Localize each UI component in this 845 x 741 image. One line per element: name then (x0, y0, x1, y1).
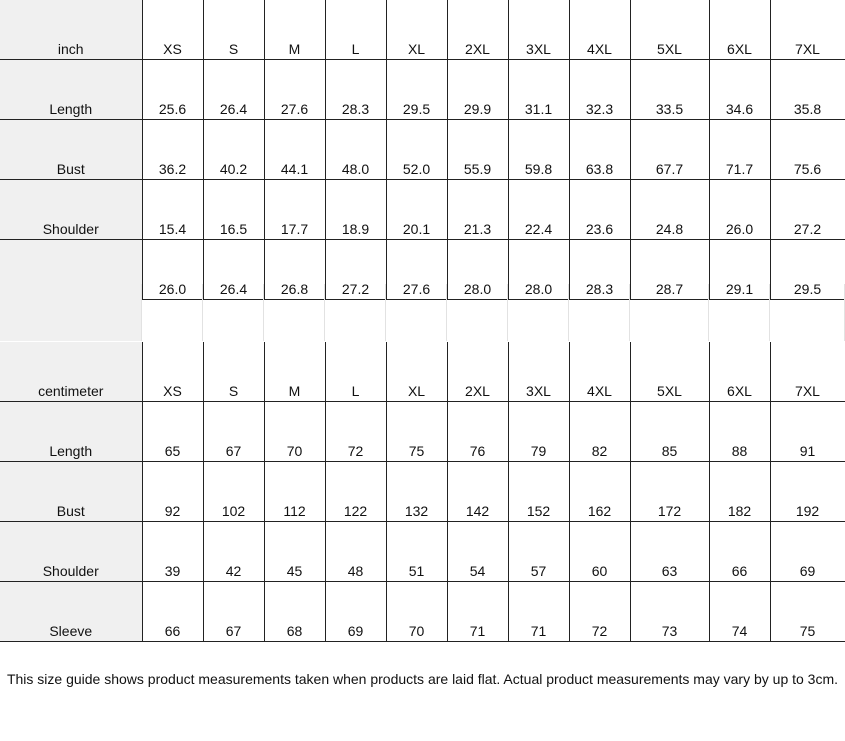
measurement-value: 24.8 (630, 180, 709, 240)
measurement-value: 76 (447, 402, 508, 462)
measurement-value: 79 (508, 402, 569, 462)
measurement-value: 26.4 (203, 60, 264, 120)
measurement-value: 65 (142, 402, 203, 462)
size-header: 6XL (709, 342, 770, 402)
measurement-value: 71 (508, 582, 569, 642)
measurement-value: 57 (508, 522, 569, 582)
size-header: XL (386, 342, 447, 402)
measurement-value: 67.7 (630, 120, 709, 180)
measurement-value: 162 (569, 462, 630, 522)
size-header: XS (142, 342, 203, 402)
measurement-value: 51 (386, 522, 447, 582)
table-row (0, 120, 845, 180)
unit-label: inch (0, 0, 142, 60)
measurement-value: 23.6 (569, 180, 630, 240)
size-header: 3XL (508, 0, 569, 60)
measurement-value: 42 (203, 522, 264, 582)
measurement-value: 29.5 (770, 240, 845, 300)
measurement-value: 28.0 (447, 240, 508, 300)
measurement-value: 36.2 (142, 120, 203, 180)
size-header: 4XL (569, 342, 630, 402)
table-header-row (0, 342, 845, 402)
table-header-row (0, 0, 845, 60)
measurement-value: 45 (264, 522, 325, 582)
measurement-value: 122 (325, 462, 386, 522)
measurement-value: 27.2 (770, 180, 845, 240)
measurement-value: 59.8 (508, 120, 569, 180)
size-header: 6XL (709, 0, 770, 60)
table-row (0, 402, 845, 462)
measurement-value: 48 (325, 522, 386, 582)
measurement-value: 70 (264, 402, 325, 462)
measurement-value: 152 (508, 462, 569, 522)
measurement-value: 172 (630, 462, 709, 522)
measurement-value: 29.9 (447, 60, 508, 120)
measurement-value: 72 (325, 402, 386, 462)
table-row (0, 60, 845, 120)
measurement-value: 69 (770, 522, 845, 582)
measurement-value: 70 (386, 582, 447, 642)
size-header: 4XL (569, 0, 630, 60)
measurement-value: 112 (264, 462, 325, 522)
measurement-value: 52.0 (386, 120, 447, 180)
measurement-value: 28.3 (325, 60, 386, 120)
measurement-value: 71 (447, 582, 508, 642)
measurement-value: 85 (630, 402, 709, 462)
size-header: S (203, 342, 264, 402)
measurement-value: 66 (709, 522, 770, 582)
measurement-value: 67 (203, 402, 264, 462)
size-header: XS (142, 0, 203, 60)
measurement-value: 18.9 (325, 180, 386, 240)
measurement-value: 27.6 (264, 60, 325, 120)
measurement-value: 33.5 (630, 60, 709, 120)
size-header: S (203, 0, 264, 60)
measurement-value: 31.1 (508, 60, 569, 120)
measurement-value: 55.9 (447, 120, 508, 180)
measurement-value: 54 (447, 522, 508, 582)
measurement-value: 17.7 (264, 180, 325, 240)
measurement-value: 102 (203, 462, 264, 522)
size-header: XL (386, 0, 447, 60)
measurement-value: 75.6 (770, 120, 845, 180)
measurement-value: 48.0 (325, 120, 386, 180)
measurement-value: 44.1 (264, 120, 325, 180)
measurement-value: 142 (447, 462, 508, 522)
measurement-value: 27.2 (325, 240, 386, 300)
measurement-value: 73 (630, 582, 709, 642)
size-header: L (325, 0, 386, 60)
size-header: 7XL (770, 0, 845, 60)
size-header: M (264, 342, 325, 402)
measurement-value: 132 (386, 462, 447, 522)
size-header: 5XL (630, 342, 709, 402)
measurement-value: 40.2 (203, 120, 264, 180)
measurement-label: Sleeve (0, 582, 142, 642)
measurement-value: 20.1 (386, 180, 447, 240)
measurement-value: 72 (569, 582, 630, 642)
measurement-value: 28.0 (508, 240, 569, 300)
measurement-value: 32.3 (569, 60, 630, 120)
measurement-label: Shoulder (0, 180, 142, 240)
table-row (0, 462, 845, 522)
measurement-value: 15.4 (142, 180, 203, 240)
measurement-value: 26.8 (264, 240, 325, 300)
size-header: 2XL (447, 342, 508, 402)
measurement-value: 82 (569, 402, 630, 462)
size-header: 7XL (770, 342, 845, 402)
measurement-value: 88 (709, 402, 770, 462)
measurement-value: 25.6 (142, 60, 203, 120)
measurement-value: 26.4 (203, 240, 264, 300)
size-header: 3XL (508, 342, 569, 402)
measurement-value: 75 (386, 402, 447, 462)
measurement-value: 75 (770, 582, 845, 642)
measurement-value: 26.0 (142, 240, 203, 300)
size-header: 5XL (630, 0, 709, 60)
measurement-value: 68 (264, 582, 325, 642)
measurement-label: Bust (0, 120, 142, 180)
measurement-value: 28.3 (569, 240, 630, 300)
measurement-value: 182 (709, 462, 770, 522)
measurement-value: 63 (630, 522, 709, 582)
size-header: 2XL (447, 0, 508, 60)
measurement-value: 29.1 (709, 240, 770, 300)
measurement-value: 192 (770, 462, 845, 522)
table-row (0, 522, 845, 582)
size-guide-note: This size guide shows product measurements taken when products are laid flat. Actual product measurements may vary by up to 3cm. (6, 671, 839, 687)
measurement-value: 28.7 (630, 240, 709, 300)
measurement-value: 21.3 (447, 180, 508, 240)
measurement-value: 35.8 (770, 60, 845, 120)
unit-label: centimeter (0, 342, 142, 402)
size-header: M (264, 0, 325, 60)
measurement-value: 66 (142, 582, 203, 642)
measurement-label: Length (0, 402, 142, 462)
measurement-label: Bust (0, 462, 142, 522)
measurement-value: 26.0 (709, 180, 770, 240)
table-row (0, 582, 845, 642)
measurement-value: 39 (142, 522, 203, 582)
measurement-value: 91 (770, 402, 845, 462)
measurement-value: 71.7 (709, 120, 770, 180)
measurement-label: Shoulder (0, 522, 142, 582)
measurement-value: 60 (569, 522, 630, 582)
measurement-label: Length (0, 60, 142, 120)
inch-size-table (0, 0, 845, 300)
measurement-value: 67 (203, 582, 264, 642)
table-row (0, 180, 845, 240)
measurement-value: 63.8 (569, 120, 630, 180)
measurement-value: 34.6 (709, 60, 770, 120)
centimeter-size-table (0, 342, 845, 642)
size-header: L (325, 342, 386, 402)
measurement-value: 92 (142, 462, 203, 522)
measurement-value: 22.4 (508, 180, 569, 240)
measurement-value: 16.5 (203, 180, 264, 240)
measurement-value: 69 (325, 582, 386, 642)
measurement-value: 29.5 (386, 60, 447, 120)
measurement-value: 74 (709, 582, 770, 642)
table-spacer (0, 284, 845, 341)
measurement-value: 27.6 (386, 240, 447, 300)
